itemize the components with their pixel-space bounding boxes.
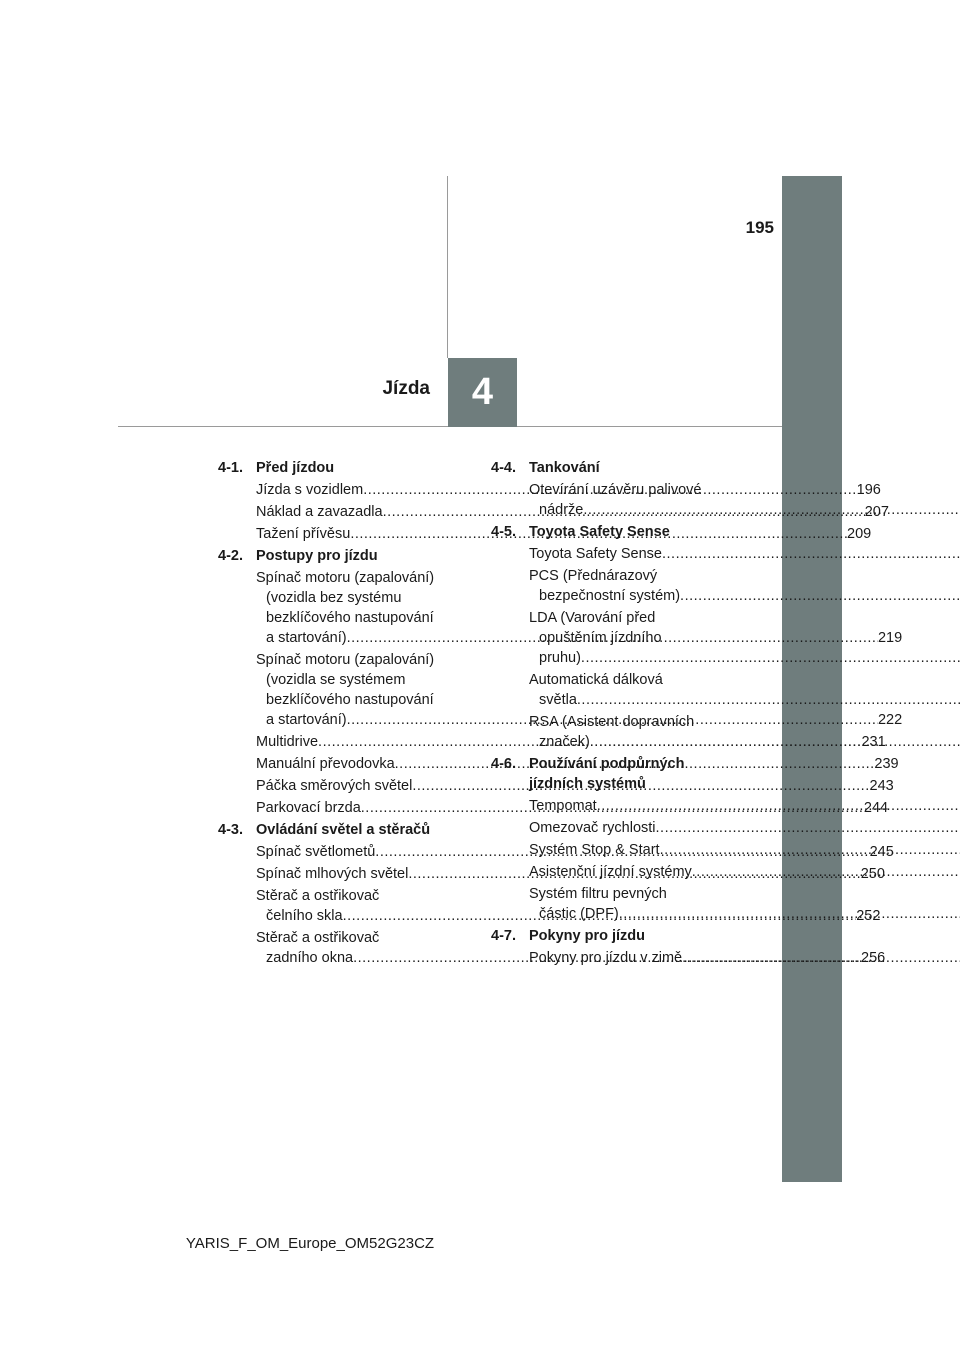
toc-section bbox=[491, 522, 739, 752]
toc-section-number: 4-2. bbox=[218, 548, 243, 564]
toc-entry-page: 245 bbox=[869, 844, 894, 860]
dot-leader bbox=[590, 732, 960, 752]
toc-entry-text: bezpečnostní systém) bbox=[539, 588, 681, 604]
vertical-rule bbox=[447, 176, 448, 358]
toc-entry-last-line bbox=[529, 732, 960, 752]
toc-entry-text: značek) bbox=[539, 734, 590, 750]
toc-entry-text: světla bbox=[539, 692, 577, 708]
toc-entry-text: Spínač mlhových světel bbox=[256, 866, 409, 882]
dot-leader bbox=[682, 948, 960, 968]
toc-section-title: jízdních systémů bbox=[529, 776, 646, 792]
toc-entry-text: Stěrač a ostřikovač bbox=[256, 930, 380, 946]
toc-entry[interactable] bbox=[529, 544, 739, 564]
toc-section bbox=[491, 458, 739, 520]
toc-entry-text: částic (DPF) bbox=[539, 906, 619, 922]
toc-entry-page: 209 bbox=[847, 526, 872, 542]
dot-leader bbox=[583, 500, 960, 520]
toc-section-heading bbox=[491, 522, 739, 542]
toc-entry-last-line bbox=[529, 648, 960, 668]
toc-entry-text: LDA (Varování před bbox=[529, 610, 656, 626]
toc-section-heading bbox=[491, 926, 739, 946]
toc-entry[interactable] bbox=[529, 566, 739, 606]
toc-entry-text: Spínač motoru (zapalování) bbox=[256, 652, 435, 668]
toc-entry-last-line bbox=[529, 862, 960, 882]
toc-entry[interactable] bbox=[529, 480, 739, 520]
toc-entry-last-line bbox=[529, 904, 960, 924]
toc-entry-text: Tempomat bbox=[529, 798, 597, 814]
toc-entry-text: čelního skla bbox=[266, 908, 343, 924]
toc-section-title: Pokyny pro jízdu bbox=[529, 928, 646, 944]
dot-leader bbox=[692, 862, 960, 882]
toc-entry-page: 243 bbox=[869, 778, 894, 794]
toc-entry-page: 256 bbox=[861, 950, 886, 966]
toc-section-heading bbox=[218, 458, 466, 478]
toc-section-number: 4-7. bbox=[491, 928, 516, 944]
toc-entry-text: PCS (Přednárazový bbox=[529, 568, 658, 584]
toc-section-title: Tankování bbox=[529, 460, 600, 476]
toc-section-number: 4-6. bbox=[491, 756, 516, 772]
toc-entry-page: 196 bbox=[856, 482, 881, 498]
toc-entry-line bbox=[529, 566, 960, 586]
toc-section-heading bbox=[218, 546, 466, 566]
toc-entry-text: Parkovací brzda bbox=[256, 800, 361, 816]
toc-entry[interactable] bbox=[529, 862, 739, 882]
toc-entry-last-line bbox=[529, 586, 960, 606]
toc-section-title: Používání podpůrných bbox=[529, 756, 685, 772]
toc-entry-text: nádrže bbox=[539, 502, 584, 518]
toc-entry-last-line bbox=[529, 544, 960, 564]
toc-section-title: Postupy pro jízdu bbox=[256, 548, 378, 564]
toc-entry-text: Jízda s vozidlem bbox=[256, 482, 364, 498]
toc-entry-text: Stěrač a ostřikovač bbox=[256, 888, 380, 904]
toc-entry-page: 222 bbox=[877, 712, 903, 728]
chapter-title: Jízda bbox=[382, 378, 430, 399]
toc-entry-line bbox=[529, 670, 960, 690]
toc-section-heading bbox=[491, 754, 739, 794]
toc-entry-page: 250 bbox=[860, 866, 885, 882]
toc-section bbox=[491, 926, 739, 968]
footer-code: YARIS_F_OM_Europe_OM52G23CZ bbox=[185, 1235, 435, 1252]
dot-leader bbox=[656, 818, 960, 838]
toc-entry[interactable] bbox=[529, 670, 739, 710]
toc-entry-line bbox=[529, 628, 960, 648]
toc-entry-text: Spínač světlometů bbox=[256, 844, 376, 860]
toc-entry-text: bezklíčového nastupování bbox=[266, 692, 434, 708]
toc-entry[interactable] bbox=[529, 840, 739, 860]
toc-entry-text: Tažení přívěsu bbox=[256, 526, 351, 542]
toc-entry-text: Systém Stop & Start bbox=[529, 842, 660, 858]
dot-leader bbox=[597, 796, 960, 816]
toc-entry-last-line bbox=[529, 796, 960, 816]
toc-entry-page: 231 bbox=[861, 734, 886, 750]
toc-entry-text: opuštěním jízdního bbox=[539, 630, 662, 646]
toc-entry[interactable] bbox=[529, 796, 739, 816]
toc-entry-last-line bbox=[529, 948, 960, 968]
toc-entry[interactable] bbox=[529, 608, 739, 668]
toc-entry-text: Systém filtru pevných bbox=[529, 886, 667, 902]
toc-entry-last-line bbox=[529, 818, 960, 838]
dot-leader bbox=[619, 904, 960, 924]
toc-entry-text: Omezovač rychlosti bbox=[529, 820, 656, 836]
toc-entry-text: a startování) bbox=[266, 630, 347, 646]
toc-entry-text: (vozidla bez systému bbox=[266, 590, 402, 606]
dot-leader bbox=[662, 544, 960, 564]
toc-entry[interactable] bbox=[529, 884, 739, 924]
dot-leader bbox=[577, 690, 960, 710]
dot-leader bbox=[660, 840, 960, 860]
toc-entry-page: 207 bbox=[864, 504, 889, 520]
toc-entry-text: zadního okna bbox=[266, 950, 354, 966]
toc-entry-line bbox=[529, 608, 960, 628]
toc-section-heading bbox=[491, 458, 739, 478]
toc-entry-text: Multidrive bbox=[256, 734, 319, 750]
toc-entry-text: pruhu) bbox=[539, 650, 581, 666]
toc-section-number: 4-5. bbox=[491, 524, 516, 540]
toc-entry-text: Otevírání uzávěru palivové bbox=[529, 482, 702, 498]
dot-leader bbox=[680, 586, 960, 606]
toc-right-column bbox=[491, 458, 739, 970]
toc-section-heading bbox=[218, 820, 466, 840]
toc-entry-line bbox=[529, 712, 960, 732]
toc-entry-text: Spínač motoru (zapalování) bbox=[256, 570, 435, 586]
toc-entry[interactable] bbox=[529, 818, 739, 838]
toc-entry-text: Manuální převodovka bbox=[256, 756, 395, 772]
toc-entry-text: bezklíčového nastupování bbox=[266, 610, 434, 626]
toc-entry[interactable] bbox=[529, 712, 739, 752]
toc-entry-page: 244 bbox=[863, 800, 889, 816]
toc-entry-text: Automatická dálková bbox=[529, 672, 663, 688]
toc-entry-page: 252 bbox=[856, 908, 881, 924]
toc-entry-last-line bbox=[529, 500, 960, 520]
toc-entry-text: Toyota Safety Sense bbox=[529, 546, 662, 562]
toc-entry-last-line bbox=[529, 840, 960, 860]
toc-entry-text: Páčka směrových světel bbox=[256, 778, 413, 794]
toc-section-title: Toyota Safety Sense bbox=[529, 524, 670, 540]
dot-leader bbox=[581, 648, 960, 668]
toc-entry-last-line bbox=[529, 690, 960, 710]
chapter-number-box: 4 bbox=[448, 358, 517, 427]
toc-section-number: 4-1. bbox=[218, 460, 243, 476]
toc-entry[interactable] bbox=[529, 948, 739, 968]
toc-entry-text: RSA (Asistent dopravních bbox=[529, 714, 695, 730]
toc-section bbox=[491, 754, 739, 924]
toc-section-title: Před jízdou bbox=[256, 460, 335, 476]
toc-entry-text: a startování) bbox=[266, 712, 347, 728]
toc-entry-line bbox=[529, 480, 960, 500]
toc-section-number: 4-4. bbox=[491, 460, 516, 476]
toc-entry-text: (vozidla se systémem bbox=[266, 672, 406, 688]
toc-entry-text: Asistenční jízdní systémy bbox=[529, 864, 692, 880]
toc-entry-page: 219 bbox=[877, 630, 903, 646]
toc-entry-page: 239 bbox=[874, 756, 899, 772]
page-number: 195 bbox=[745, 218, 774, 237]
toc-entry-text: Pokyny pro jízdu v zimě bbox=[529, 950, 683, 966]
toc-section-number: 4-3. bbox=[218, 822, 243, 838]
toc-section-title: Ovládání světel a stěračů bbox=[256, 822, 431, 838]
toc-entry-line bbox=[529, 884, 960, 904]
toc-entry-text: Náklad a zavazadla bbox=[256, 504, 383, 520]
